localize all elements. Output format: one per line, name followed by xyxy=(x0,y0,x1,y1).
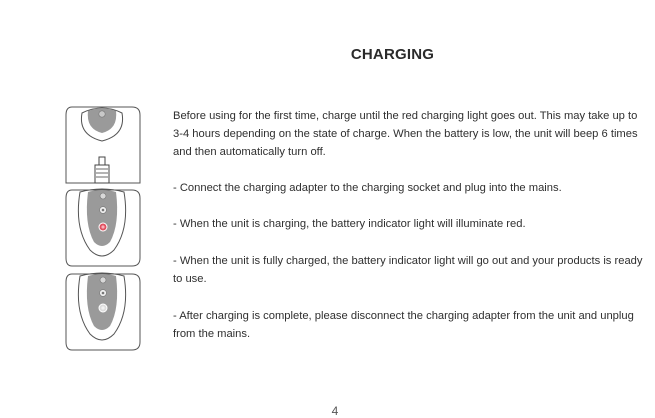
device-with-charging-plug-illustration xyxy=(64,105,142,185)
device-charging-red-light-illustration xyxy=(64,188,142,268)
step-connect-adapter: - Connect the charging adapter to the charging socket and plug into the mains. xyxy=(173,182,562,194)
page-number: 4 xyxy=(331,404,339,418)
step-disconnect: - After charging is complete, please disconnect the charging adapter from the unit and unplug from the mains. xyxy=(173,310,634,340)
device-fully-charged-illustration xyxy=(64,272,142,352)
step-fully-charged: - When the unit is fully charged, the battery indicator light will go out and your products is ready to use. xyxy=(173,255,643,285)
intro-paragraph: Before using for the first time, charge until the red charging light goes out. This may take up to 3-4 hours depending on the state of charge. When the battery is low, the unit will beep 6 times and then automatically turn off. xyxy=(173,110,638,158)
page-title: CHARGING xyxy=(350,46,435,63)
step-charging-indicator: - When the unit is charging, the battery indicator light will illuminate red. xyxy=(173,218,526,230)
